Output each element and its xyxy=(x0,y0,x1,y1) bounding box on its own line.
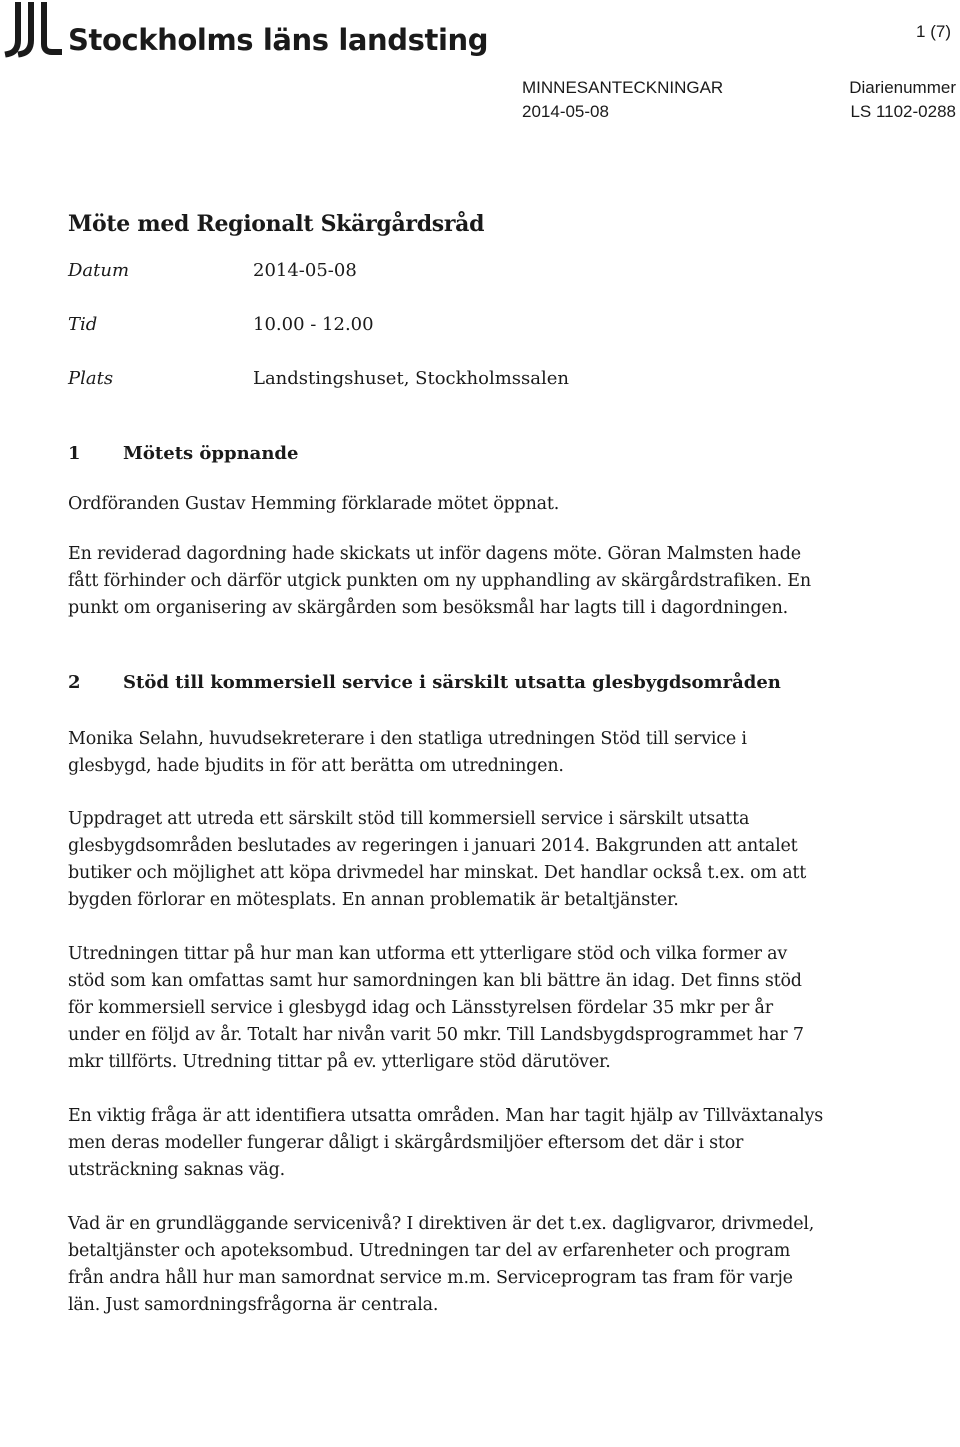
meta-value: 10.00 - 12.00 xyxy=(253,313,374,335)
paragraph: En viktig fråga är att identifiera utsatta områden. Man har tagit hjälp av Tillväxtanalys men deras modeller fungerar dåligt i skärgårdsmiljöer eftersom det där i stor utsträckning saknas väg. xyxy=(68,1105,824,1180)
diary-label: Diarienummer xyxy=(849,78,956,97)
paragraph: Ordföranden Gustav Hemming förklarade mötet öppnat. xyxy=(68,493,560,514)
page-number: 1 (7) xyxy=(916,22,951,41)
meta-value: Landstingshuset, Stockholmssalen xyxy=(253,367,569,389)
section-heading-2 xyxy=(68,670,828,696)
page-title: Möte med Regionalt Skärgårdsråd xyxy=(68,211,485,237)
diary-block xyxy=(849,76,956,124)
paragraph: Utredningen tittar på hur man kan utforma ett ytterligare stöd och vilka former av stöd som kan omfattas samt hur samordningen kan bli bättre än idag. Det finns stöd för kommersiell service i glesbygd idag och Länsstyrelsen fördelar 35 mkr per år under en följd av år. Totalt har nivån varit 50 mkr. Till Landsbygdsprogrammet har 7 mkr tillförts. Utredning tittar på ev. ytterligare stöd därutöver. xyxy=(68,943,804,1072)
section-number: 1 xyxy=(68,442,81,464)
meta-value: 2014-05-08 xyxy=(253,259,357,281)
meta-label: Tid xyxy=(68,313,98,335)
sll-logo-icon xyxy=(4,2,62,58)
document-body xyxy=(68,210,828,1319)
paragraph: Vad är en grundläggande servicenivå? I direktiven är det t.ex. dagligvaror, drivmedel, betaltjänster och apoteksombud. Utredningen tar del av erfarenheter och program från andra håll hur man samordnat service m.m. Serviceprogram tas fram för varje län. Just samordningsfrågorna är centrala. xyxy=(68,1213,815,1315)
organization-logo xyxy=(4,2,488,62)
organization-name: Stockholms läns landsting xyxy=(68,23,489,57)
document-type-block xyxy=(522,76,723,124)
meta-row-tid xyxy=(68,313,828,337)
paragraph: Monika Selahn, huvudsekreterare i den statliga utredningen Stöd till service i glesbygd, hade bjudits in för att berätta om utredningen. xyxy=(68,728,747,776)
section-title: Stöd till kommersiell service i särskilt utsatta glesbygdsområden xyxy=(123,671,781,693)
meta-row-plats xyxy=(68,367,828,391)
paragraph: Uppdraget att utreda ett särskilt stöd till kommersiell service i särskilt utsatta glesbygdsområden beslutades av regeringen i januari 2014. Bakgrunden att antalet butiker och möjlighet att köpa drivmedel har minskat. Det handlar också t.ex. om att bygden förlorar en mötesplats. En annan problematik är betaltjänster. xyxy=(68,808,807,910)
meta-label: Plats xyxy=(68,367,114,389)
section-heading-1 xyxy=(68,441,828,467)
meta-row-datum xyxy=(68,259,828,283)
section-number: 2 xyxy=(68,671,81,693)
document-type: MINNESANTECKNINGAR xyxy=(522,78,724,97)
paragraph: En reviderad dagordning hade skickats ut inför dagens möte. Göran Malmsten hade fått förhinder och därför utgick punkten om ny upphandling av skärgårdstrafiken. En punkt om organisering av skärgården som besöksmål har lagts till i dagordningen. xyxy=(68,543,811,618)
diary-number: LS 1102-0288 xyxy=(850,102,956,121)
meta-label: Datum xyxy=(68,259,130,281)
section-title: Mötets öppnande xyxy=(123,442,299,464)
document-date: 2014-05-08 xyxy=(522,102,609,121)
